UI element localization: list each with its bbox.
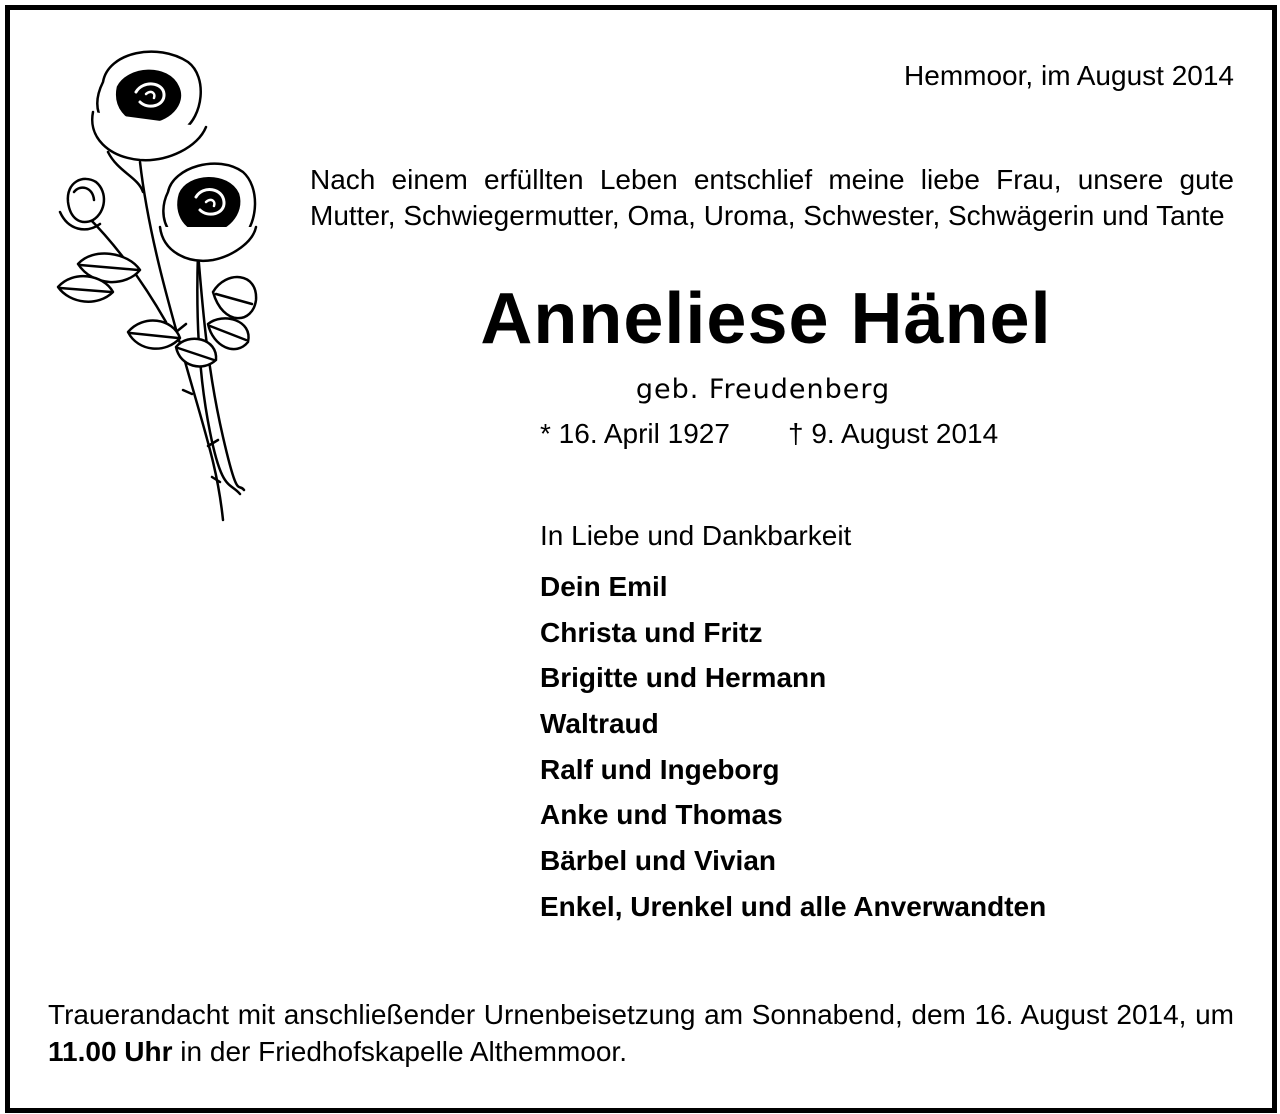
deceased-name: Anneliese Hänel <box>480 279 1052 359</box>
mourner-name: Dein Emil <box>540 571 668 602</box>
mourner-name: Christa und Fritz <box>540 616 763 648</box>
mourner-name: Bärbel und Vivian <box>540 845 776 877</box>
mourners-list <box>540 568 1046 934</box>
mourners-intro: In Liebe und Dankbarkeit <box>540 520 852 551</box>
intro-text: Nach einem erfüllten Leben entschlief meine liebe Frau, unsere gute Mutter, Schwiegermutter, Oma, Uroma, Schwester, Schwägerin und Tante <box>310 164 1234 231</box>
mourner-name: Enkel, Urenkel und alle Anverwandten <box>540 890 1047 922</box>
mourner-name: Waltraud <box>540 708 659 740</box>
mourner-name: Brigitte und Hermann <box>540 662 827 694</box>
service-notice <box>48 996 1234 1070</box>
obituary-frame <box>5 5 1277 1113</box>
service-text-before: Trauerandacht mit anschließender Urnenbeisetzung am Sonnabend, dem 16. August 2014, um <box>48 999 1234 1030</box>
mourner-name: Ralf und Ingeborg <box>540 753 780 785</box>
place-date: Hemmoor, im August 2014 <box>904 60 1234 91</box>
service-text-after: in der Friedhofskapelle Althemmoor. <box>172 1036 627 1067</box>
mourner-name: Anke und Thomas <box>540 799 783 831</box>
birth-name: geb. Freudenberg <box>635 374 891 405</box>
obituary-content <box>10 10 1272 1108</box>
birth-date: * 16. April 1927 <box>540 418 730 449</box>
service-time: 11.00 Uhr <box>48 1036 173 1067</box>
death-date: † 9. August 2014 <box>788 418 999 449</box>
